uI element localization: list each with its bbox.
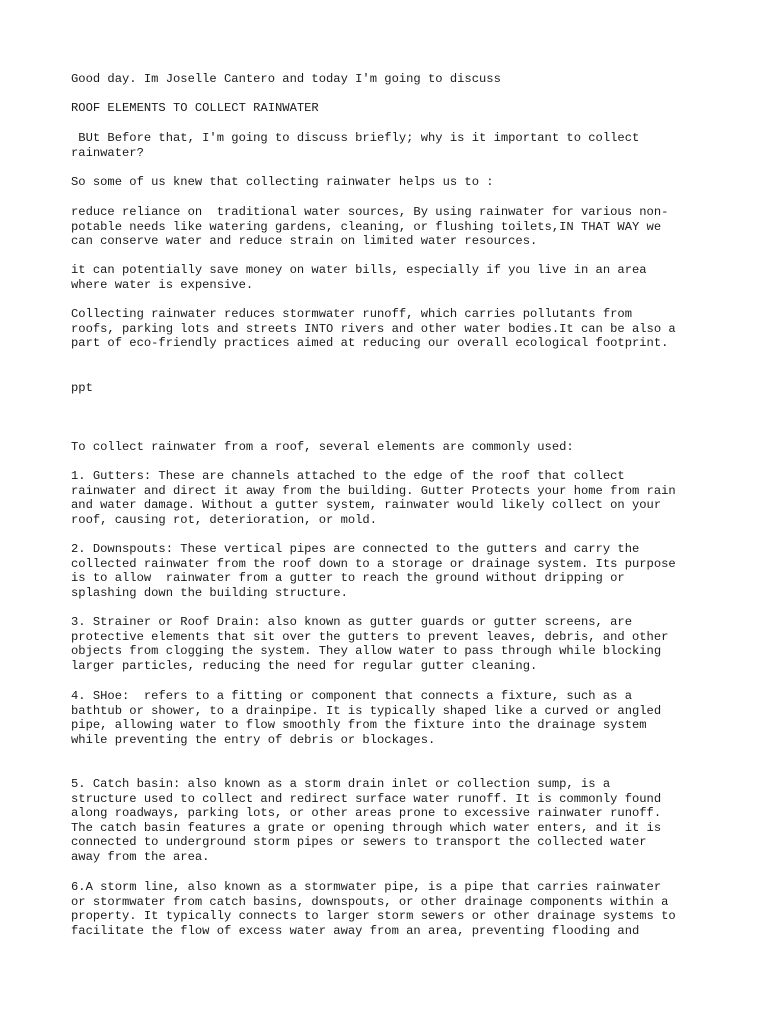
intro-question-paragraph: BUt Before that, I'm going to discuss briefly; why is it important to collect rainwater? (71, 131, 640, 160)
elements-intro-paragraph: To collect rainwater from a roof, several elements are commonly used: (71, 440, 574, 454)
ppt-note: ppt (71, 381, 93, 395)
greeting-paragraph: Good day. Im Joselle Cantero and today I'm going to discuss (71, 72, 501, 86)
element-paragraph-gutters: 1. Gutters: These are channels attached to the edge of the roof that collect rainwater and direct it away from the building. Gutter Protects your home from rain and water damage. Without a gutter system, rainwater would likely collect on your roof, causing rot, deterioration, or mold. (71, 469, 676, 527)
element-paragraph-storm-line: 6.A storm line, also known as a stormwater pipe, is a pipe that carries rainwater or stormwater from catch basins, downspouts, or other drainage components within a property. It typically connects to larger storm sewers or other drainage systems to facilitate the flow of excess water away from an area, preventing flooding and (71, 880, 676, 938)
element-paragraph-strainer: 3. Strainer or Roof Drain: also known as gutter guards or gutter screens, are protective elements that sit over the gutters to prevent leaves, debris, and other objects from clogging the system. They allow water to pass through while blocking larger particles, reducing the need for regular gutter cleaning. (71, 615, 669, 673)
benefit-paragraph-2: it can potentially save money on water bills, especially if you live in an area where water is expensive. (71, 263, 647, 292)
benefit-paragraph-3: Collecting rainwater reduces stormwater runoff, which carries pollutants from roofs, parking lots and streets INTO rivers and other water bodies.It can be also a part of eco-friendly practices aimed at reducing our overall ecological footprint. (71, 307, 676, 351)
element-paragraph-shoe: 4. SHoe: refers to a fitting or component that connects a fixture, such as a bathtub or shower, to a drainpipe. It is typically shaped like a curved or angled pipe, allowing water to flow smoothly from the fixture into the drainage system while preventing the entry of debris or blockages. (71, 689, 662, 747)
element-paragraph-downspouts: 2. Downspouts: These vertical pipes are connected to the gutters and carry the collected rainwater from the roof down to a storage or drainage system. Its purpose is to allow rainwater from a gutter to reach the ground without dripping or splashing down the building structure. (71, 542, 676, 600)
document-title: ROOF ELEMENTS TO COLLECT RAINWATER (71, 101, 319, 115)
benefits-lead-paragraph: So some of us knew that collecting rainwater helps us to : (71, 175, 494, 189)
benefit-paragraph-1: reduce reliance on traditional water sources, By using rainwater for various non- potable needs like watering gardens, cleaning, or flushing toilets,IN THAT WAY we can conserve water and reduce strain on limited water resources. (71, 205, 669, 249)
element-paragraph-catch-basin: 5. Catch basin: also known as a storm drain inlet or collection sump, is a structure used to collect and redirect surface water runoff. It is commonly found along roadways, parking lots, or other areas prone to excessive rainwater runoff. The catch basin features a grate or opening through which water enters, and it is connected to underground storm pipes or sewers to transport the collected water away from the area. (71, 777, 662, 864)
